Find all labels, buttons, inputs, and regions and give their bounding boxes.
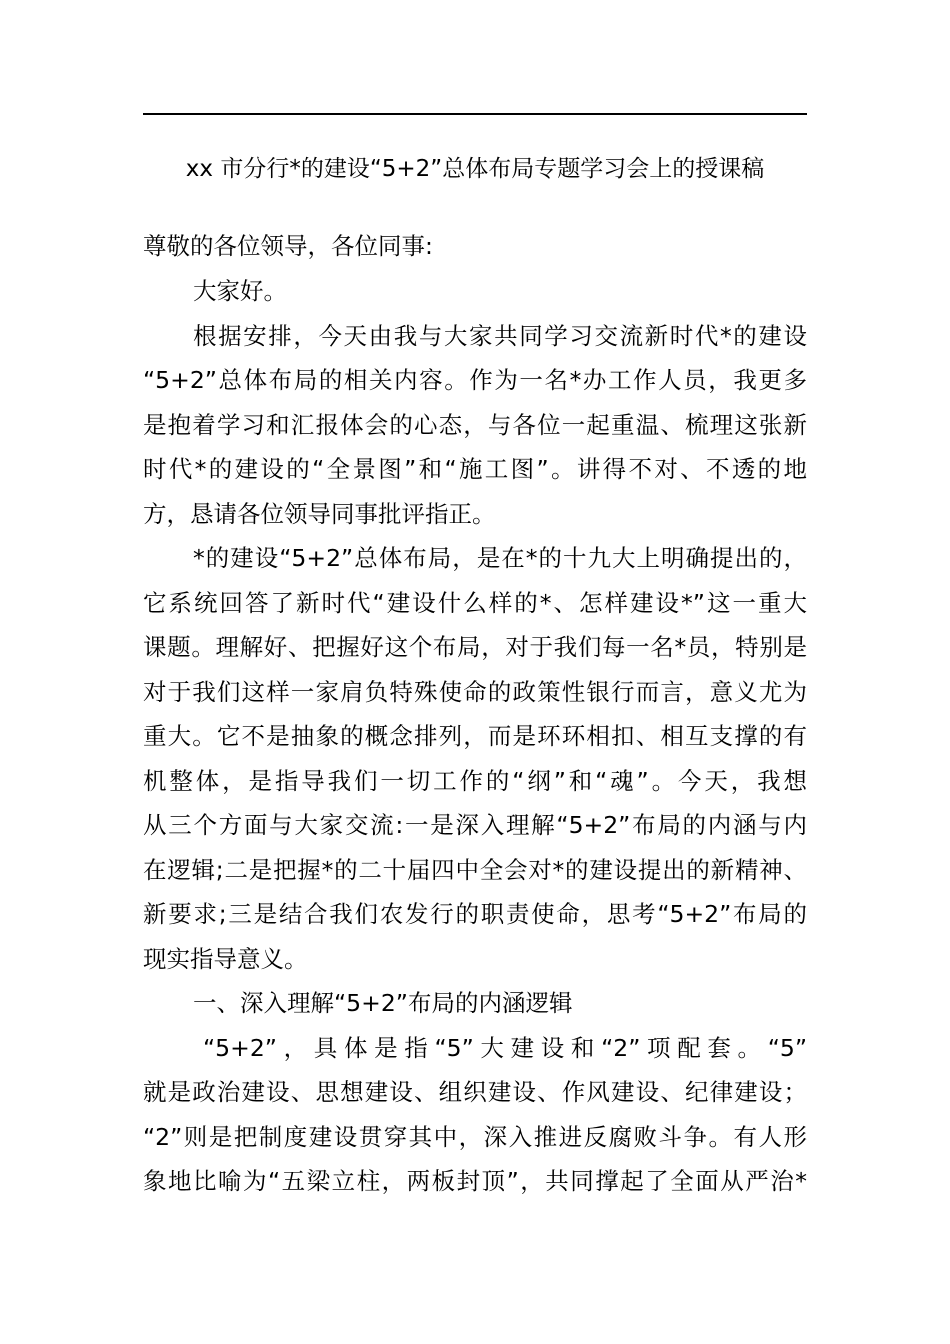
paragraph-line: 现实指导意义。 — [143, 945, 308, 973]
paragraph-line: 是抱着学习和汇报体会的心态，与各位一起重温、梳理这张新 — [143, 411, 807, 439]
paragraph-line: 它系统回答了新时代“建设什么样的*、怎样建设*”这一重大 — [143, 589, 807, 617]
greeting: 大家好。 — [193, 277, 287, 305]
paragraph-line: 就是政治建设、思想建设、组织建设、作风建设、纪律建设； — [143, 1078, 807, 1106]
salutation: 尊敬的各位领导，各位同事: — [143, 232, 433, 260]
paragraph-line: 方，恳请各位领导同事批评指正。 — [143, 500, 496, 528]
paragraph-line: 对于我们这样一家肩负特殊使命的政策性银行而言，意义尤为 — [143, 678, 807, 706]
paragraph-line: 机整体，是指导我们一切工作的“纲”和“魂”。今天，我想 — [143, 767, 807, 795]
paragraph-line: 在逻辑;二是把握*的二十届四中全会对*的建设提出的新精神、 — [143, 856, 807, 884]
section-heading: 一、深入理解“5+2”布局的内涵逻辑 — [193, 989, 573, 1017]
paragraph-line: 时代*的建设的“全景图”和“施工图”。讲得不对、不透的地 — [143, 455, 807, 483]
paragraph-line: 课题。理解好、把握好这个布局，对于我们每一名*员，特别是 — [143, 633, 807, 661]
paragraph-line: 根据安排，今天由我与大家共同学习交流新时代*的建设 — [193, 322, 807, 350]
paragraph-line: “2”则是把制度建设贯穿其中，深入推进反腐败斗争。有人形 — [143, 1123, 807, 1151]
paragraph-line: “5+2”总体布局的相关内容。作为一名*办工作人员，我更多 — [143, 366, 807, 394]
paragraph-line: 重大。它不是抽象的概念排列，而是环环相扣、相互支撑的有 — [143, 722, 807, 750]
paragraph-line: 象地比喻为“五梁立柱，两板封顶”，共同撑起了全面从严治* — [143, 1167, 807, 1195]
paragraph-line: *的建设“5+2”总体布局，是在*的十九大上明确提出的， — [193, 544, 807, 572]
document-title: xx 市分行*的建设“5+2”总体布局专题学习会上的授课稿 — [185, 156, 765, 182]
paragraph-line: 从三个方面与大家交流:一是深入理解“5+2”布局的内涵与内 — [143, 811, 807, 839]
paragraph-line: “5+2”，具体是指“5”大建设和“2”项配套。“5” — [203, 1034, 807, 1062]
paragraph-line: 新要求;三是结合我们农发行的职责使命，思考“5+2”布局的 — [143, 900, 807, 928]
header-rule — [143, 113, 807, 115]
